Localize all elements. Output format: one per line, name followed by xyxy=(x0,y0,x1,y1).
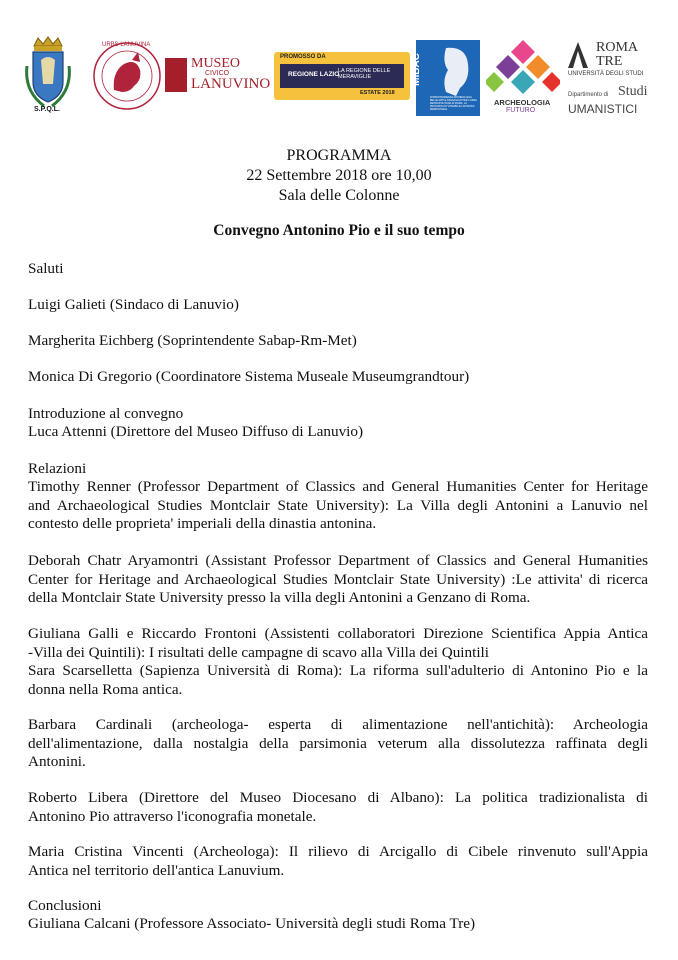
talk-6-line: Antica nel territorio dell'antica Lanuvium. xyxy=(28,861,285,879)
talk-6 xyxy=(28,843,648,880)
talk-3-line: Sara Scarselletta (Sapienza Università di Roma): La riforma sull'adulterio di Antonino Pio e la xyxy=(28,662,648,679)
talk-2 xyxy=(28,552,648,608)
romatre-line1: ROMA xyxy=(596,40,639,55)
archeologia-futuro-logo xyxy=(486,38,560,118)
regione-left: REGIONE LAZIO xyxy=(288,71,340,78)
museo-line1: MUSEO xyxy=(191,56,241,71)
talk-3-line: -Villa dei Quintili): I risultati delle campagne di scavo alla Villa dei Quintili xyxy=(28,643,489,661)
museo-line3: LANUVINO xyxy=(191,76,271,92)
talk-3 xyxy=(28,625,648,699)
event-date: 22 Settembre 2018 ore 10,00 xyxy=(246,167,432,184)
talk-1-line: Timothy Renner (Professor Department of Classics and General Humanities Center for Heritage xyxy=(28,478,648,495)
talk-1 xyxy=(28,478,648,534)
event-venue: Sala delle Colonne xyxy=(278,187,400,204)
talk-3-line: Giuliana Galli e Riccardo Frontoni (Assistenti collaboratori Direzione Scientifica Appia Antica xyxy=(28,625,648,642)
greeting-speaker-2: Margherita Eichberg (Soprintendente Sabap-Rm-Met) xyxy=(28,332,357,349)
greeting-speaker-1: Luigi Galieti (Sindaco di Lanuvio) xyxy=(28,296,239,313)
talk-3-line: donna nella Roma antica. xyxy=(28,680,183,698)
intro-speaker: Luca Attenni (Direttore del Museo Diffuso di Lanuvio) xyxy=(28,423,364,440)
lanuvio-crest-logo xyxy=(24,36,72,122)
mibac-label: MiBAC xyxy=(410,53,422,86)
talk-2-line: della Montclair State University presso la villa degli Antonini a Genzano di Roma. xyxy=(28,589,531,606)
regione-right: LA REGIONE DELLE MERAVIGLIE xyxy=(338,68,391,80)
greeting-speaker-3: Monica Di Gregorio (Coordinatore Sistema Museale Museumgrandtour) xyxy=(28,368,470,385)
urbs-lanuvina-seal-logo xyxy=(92,40,162,114)
talk-5-line: Roberto Libera (Direttore del Museo Diocesano di Albano): La politica tradizionalista di xyxy=(28,789,648,806)
romatre-line2: TRE xyxy=(596,54,623,69)
regione-bottom: ESTATE 2018 xyxy=(360,90,395,96)
archeologia-line2: FUTURO xyxy=(506,107,536,114)
conference-title: Convegno Antonino Pio e il suo tempo xyxy=(213,222,465,239)
intro-label: Introduzione al convegno xyxy=(28,405,184,422)
romatre-dept2: Studi xyxy=(618,84,648,99)
talk-1-line: and Archaeological Studies Montclair State University): La Villa degli Antonini a Lanuvio nel xyxy=(28,496,648,514)
talk-5-line: Antonino Pio attraverso l'iconografia monetale. xyxy=(28,807,317,825)
talk-6-line: Maria Cristina Vincenti (Archeologa): Il rilievo di Arcigallo di Cibele rinvenuto sull'Appia xyxy=(28,843,648,860)
museo-mark-icon xyxy=(165,58,187,92)
talk-5 xyxy=(28,789,648,826)
talk-4-line: Barbara Cardinali (archeologa- esperta di alimentazione nell'antichità): Archeologia xyxy=(28,716,648,733)
mibac-logo xyxy=(410,40,480,116)
regione-top: PROMOSSO DA xyxy=(280,54,326,60)
mibac-sub: SOPRINTENDENZA ARCHEOLOGIA BELLE ARTI E PAESAGGIO PER L'AREA METROPOLITANA DI ROMA, LA PROVINCIA DI VITERBO E L'ETRURIA MERIDIONALE xyxy=(430,96,477,111)
talk-2-line: Deborah Chatr Aryamontri (Assistant Professor Department of Classics and General Humanities xyxy=(28,552,648,569)
logo-strip xyxy=(0,30,678,130)
seal-caption: URBS LANUVINA xyxy=(102,42,151,48)
saluti-label: Saluti xyxy=(28,260,64,277)
romatre-line3: UNIVERSITÀ DEGLI STUDI xyxy=(568,71,644,77)
regione-lazio-logo xyxy=(274,52,410,100)
archeologia-line1: ARCHEOLOGIA xyxy=(494,98,551,107)
conclusion-speaker: Giuliana Calcani (Professore Associato- Università degli studi Roma Tre) xyxy=(28,915,476,932)
relazioni-label: Relazioni xyxy=(28,460,87,477)
romatre-dept1: Dipartimento di xyxy=(568,92,609,98)
programma-heading: PROGRAMMA xyxy=(286,147,392,164)
talk-4-line: dell'alimentazione, dalla nostalgia della parsimonia veterum alla dissolutezza raffinata degli xyxy=(28,734,648,752)
roma-tre-logo xyxy=(566,42,658,128)
museo-civico-lanuvino-logo xyxy=(165,56,269,96)
talk-4-line: Antonini. xyxy=(28,753,86,770)
crest-caption: S.P.Q.L. xyxy=(34,106,60,113)
talk-4 xyxy=(28,716,648,772)
romatre-dept3: UMANISTICI xyxy=(568,102,638,116)
museo-line2: CIVICO xyxy=(205,70,230,77)
talk-2-line: Center for Heritage and Archaeological Studies Montclair State University) :Le attivita' di ricerca xyxy=(28,570,648,588)
talk-1-line: contesto delle proprieta' imperiali della dinastia antonina. xyxy=(28,515,377,532)
conclusioni-label: Conclusioni xyxy=(28,897,102,914)
